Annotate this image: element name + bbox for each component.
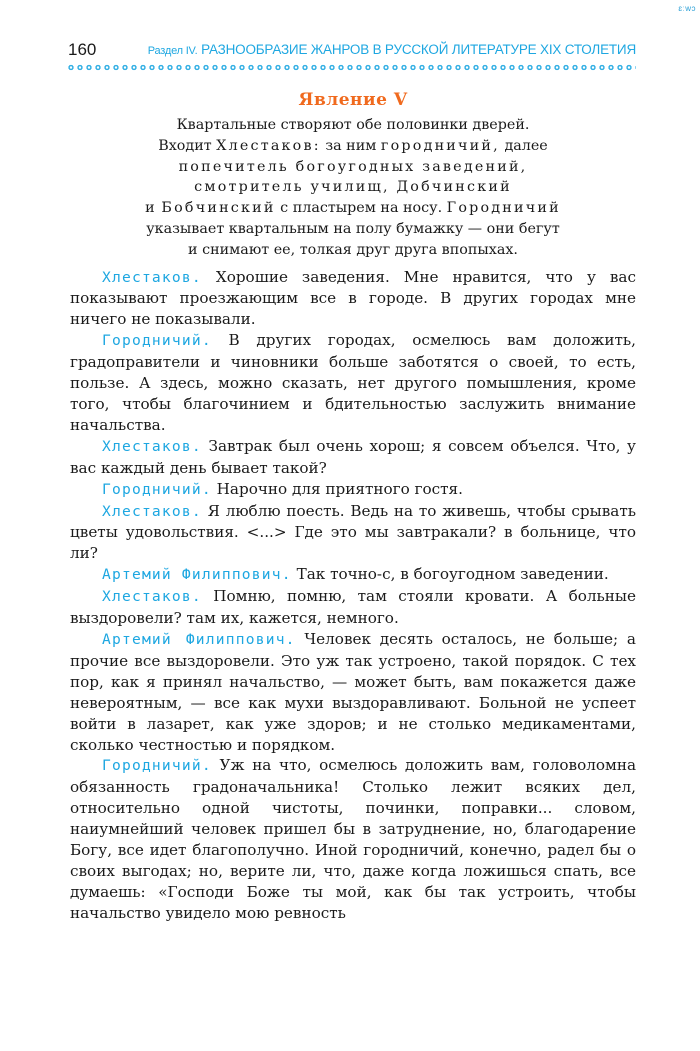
stage-direction-line: попечитель богоугодных заведений, bbox=[178, 158, 528, 175]
speech-text: Хорошие заведения. Мне нравится, что у вас показывают проезжающим все в городе. В других городах мне ничего не показывали. bbox=[70, 267, 636, 329]
speech-text: В других городах, осмелюсь вам доложить, градоправители и чиновники больше заботятся о своей, то есть, пользе. А здесь, можно сказать, нет другого помышления, кроме того, чтобы благочинием и бдительностью заслужить внимание начальства. bbox=[70, 331, 636, 434]
dialogue-line bbox=[70, 564, 636, 586]
stage-character: Городничий bbox=[446, 200, 561, 217]
speaker-name: Артемий Филиппович. bbox=[102, 630, 296, 648]
scene-title: Явление V bbox=[298, 90, 408, 110]
stage-direction-line: указывает квартальным на полу бумажку — они бегут bbox=[146, 220, 560, 237]
speech-text: Так точно-с, в богоугодном заведении. bbox=[291, 565, 609, 584]
speech-text: Завтрак был очень хорош; я совсем объелся. Что, у вас каждый день бывает такой? bbox=[70, 436, 636, 477]
stage-direction-line: и снимают ее, толкая друг друга впопыхах. bbox=[188, 241, 518, 258]
corner-watermark: ɛːwɔ bbox=[678, 4, 696, 13]
stage-character: городничий, bbox=[380, 137, 500, 154]
stage-text: с пластырем на носу. bbox=[280, 200, 443, 217]
speaker-name: Хлестаков. bbox=[102, 502, 202, 520]
stage-text: и bbox=[145, 200, 157, 217]
dialogue-line bbox=[70, 755, 636, 923]
speaker-name: Артемий Филиппович. bbox=[102, 566, 292, 584]
stage-direction-line: Квартальные створяют обе половинки дверей. bbox=[176, 117, 530, 133]
speech-text: Человек десять осталось, не больше; а прочие все выздоровели. Это уж так устроено, такой порядок. С тех пор, как я принял начальство, — может быть, вам покажется даже невероятным, — все как мухи выздоравливают. Больной не успеет войти в лазарет, как уже здоров; и не столько медикаментами, сколько честностью и порядком. bbox=[70, 629, 636, 754]
dialogue-line bbox=[70, 479, 636, 501]
speaker-name: Городничий. bbox=[102, 332, 212, 350]
section-lead: Раздел IV. bbox=[147, 45, 198, 57]
dialogue-line bbox=[70, 501, 636, 565]
speaker-name: Хлестаков. bbox=[102, 437, 202, 455]
stage-text: Входит bbox=[158, 137, 212, 154]
stage-direction-line bbox=[70, 136, 636, 157]
section-title bbox=[148, 42, 636, 57]
speaker-name: Городничий. bbox=[102, 757, 212, 775]
page-number: 160 bbox=[68, 40, 97, 59]
stage-text: за ним bbox=[325, 137, 377, 154]
page-content bbox=[70, 88, 636, 924]
speech-text: Помню, помню, там стояли кровати. А больные выздоровели? там их, кажется, немного. bbox=[70, 587, 636, 628]
section-title-text: РАЗНООБРАЗИЕ ЖАНРОВ В РУССКОЙ ЛИТЕРАТУРЕ XIX СТОЛЕТИЯ bbox=[201, 42, 636, 57]
stage-direction-line: смотритель училищ, Добчинский bbox=[194, 179, 512, 196]
running-head bbox=[68, 40, 636, 62]
stage-direction bbox=[70, 115, 636, 261]
stage-direction-line bbox=[70, 198, 636, 219]
dialogue-line bbox=[70, 586, 636, 629]
speaker-name: Городничий. bbox=[102, 480, 212, 498]
stage-character: Бобчинский bbox=[161, 200, 276, 217]
speaker-name: Хлестаков. bbox=[102, 268, 202, 286]
dialogue-line bbox=[70, 436, 636, 479]
stage-text: далее bbox=[504, 137, 548, 154]
dialogue-line bbox=[70, 629, 636, 755]
dialogue-line bbox=[70, 330, 636, 436]
speech-text: Нарочно для приятного гостя. bbox=[211, 479, 463, 498]
header-ornament-divider bbox=[68, 63, 636, 72]
speech-text: Уж на что, осмелюсь доложить вам, головоломна обязанность градоначальника! Столько лежит всяких дел, относительно одной чистоты, починки, поправки... словом, наиумнейший человек пришел бы в затруднение, но, благодарение Богу, все идет благополучно. Иной городничий, конечно, радел бы о своих выгодах; но, верите ли, что, даже когда ложишься спать, все думаешь: «Господи Боже ты мой, как бы так устроить, чтобы начальство увидело мою ревность bbox=[70, 756, 636, 922]
stage-character: Хлестаков: bbox=[216, 137, 321, 154]
speech-text: Я люблю поесть. Ведь на то живешь, чтобы срывать цветы удовольствия. <...> Где это мы завтракали? в больнице, что ли? bbox=[70, 501, 636, 563]
speaker-name: Хлестаков. bbox=[102, 588, 202, 606]
dialogue-line bbox=[70, 267, 636, 331]
